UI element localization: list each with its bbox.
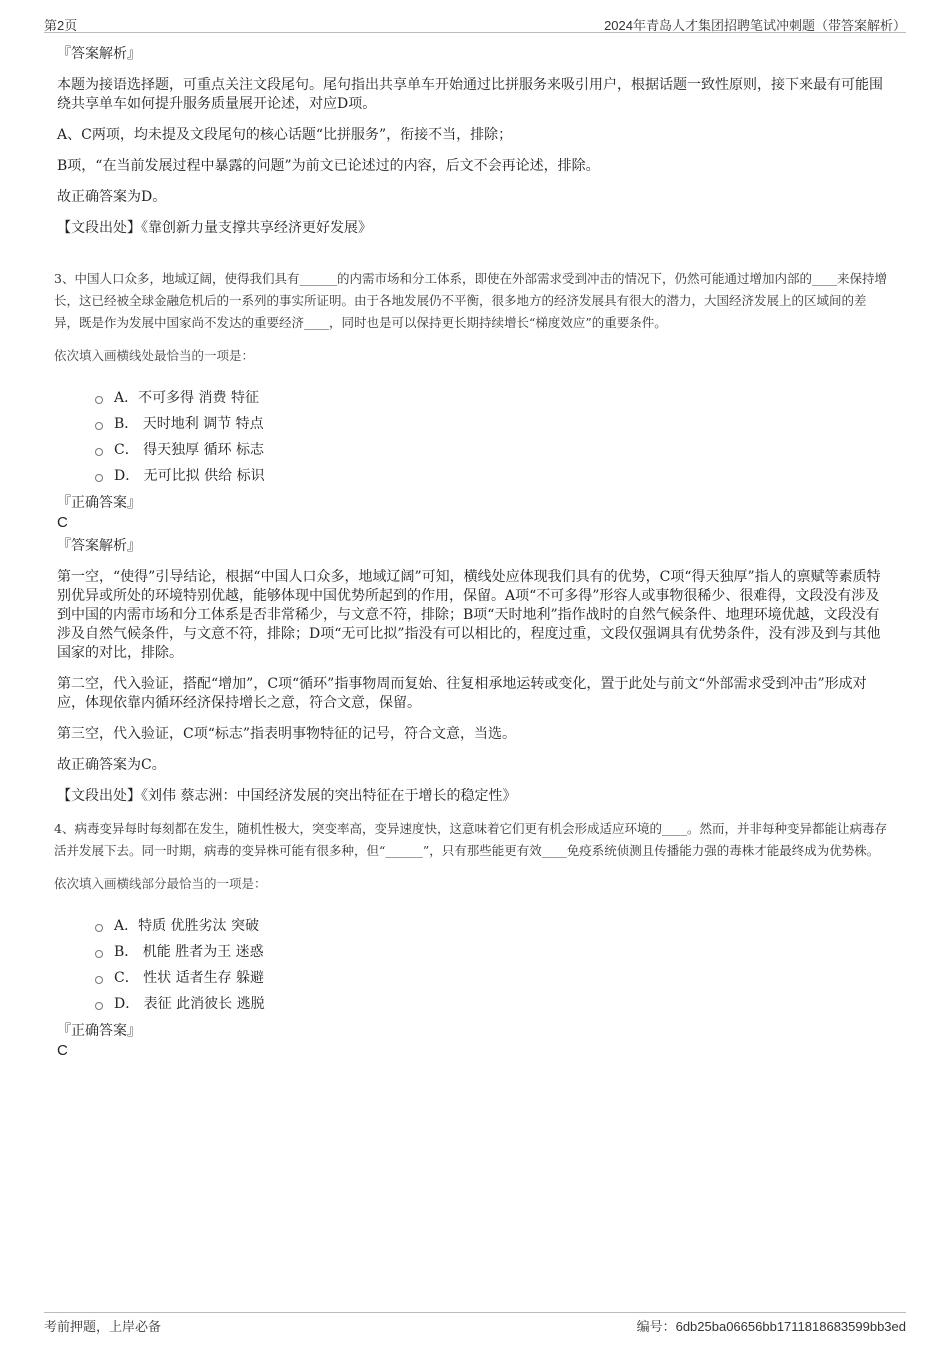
q3-analysis-paragraph: 第三空，代入验证，C项“标志”指表明事物特征的记号，符合文意，当选。 — [57, 726, 517, 742]
radio-icon[interactable] — [95, 950, 103, 958]
footer-slogan: 考前押题，上岸必备 — [44, 1319, 162, 1334]
q4-option-a[interactable] — [95, 912, 889, 938]
q3-analysis-label: 『答案解析』 — [57, 538, 141, 554]
radio-icon[interactable] — [95, 976, 103, 984]
q4-question-text: 4、病毒变异每时每刻都在发生，随机性极大，突变率高，变异速度快，这意味着它们更有机会形成适应环境的____。然而，并非每种变异都能让病毒存活并发展下去。同一时期，病毒的变异株可能有很多种，但“______”，只有那些能更有效____免疫系统侦测且传播能力强的毒株才能最终成为优势株。 — [54, 821, 887, 858]
document-title: 2024年青岛人才集团招聘笔试冲刺题（带答案解析） — [604, 18, 906, 33]
q2-analysis-paragraph: B项，“在当前发展过程中暴露的问题”为前文已论述过的内容，后文不会再论述，排除。 — [57, 158, 600, 174]
document-body — [54, 44, 889, 1064]
option-label: B． 机能 胜者为王 迷惑 — [114, 944, 264, 960]
q3-source: 【文段出处】《刘伟 蔡志洲：中国经济发展的突出特征在于增长的稳定性》 — [57, 788, 517, 804]
option-label: D． 表征 此消彼长 逃脱 — [114, 996, 265, 1012]
q3-option-d[interactable] — [95, 462, 889, 488]
q3-prompt: 依次填入画横线处最恰当的一项是： — [54, 348, 255, 363]
q3-answer-value: C — [57, 514, 68, 531]
option-label: D． 无可比拟 供给 标识 — [114, 468, 265, 484]
option-label: C． 性状 适者生存 躲避 — [114, 970, 265, 986]
q3-option-a[interactable] — [95, 384, 889, 410]
q2-source: 【文段出处】《靠创新力量支撑共享经济更好发展》 — [57, 220, 372, 236]
page-header — [44, 12, 906, 33]
q3-answer-label: 『正确答案』 — [57, 495, 141, 511]
option-label: A．特质 优胜劣汰 突破 — [114, 918, 260, 934]
document-code — [637, 1316, 906, 1335]
q2-analysis-paragraph: 本题为接语选择题，可重点关注文段尾句。尾句指出共享单车开始通过比拼服务来吸引用户，根据话题一致性原则，接下来最有可能围绕共享单车如何提升服务质量展开论述，对应D项。 — [57, 77, 883, 112]
radio-icon[interactable] — [95, 396, 103, 404]
radio-icon[interactable] — [95, 924, 103, 932]
q3-analysis-paragraph: 第一空，“使得”引导结论，根据“中国人口众多，地域辽阔”可知，横线处应体现我们具有的优势，C项“得天独厚”指人的禀赋等素质特别优异或所处的环境特别优越，能够体现中国优势所起到的作用，保留。A项“不可多得”形容人或事物很稀少、很难得，文段没有涉及到中国的内需市场和分工体系是否非常稀少，与文意不符，排除；B项“天时地利”指作战时的自然气候条件、地理环境优越，文段没有涉及自然气候条件，与文意不符，排除；D项“无可比拟”指没有可以相比的，程度过重，文段仅强调具有优势条件，没有涉及到与其他国家的对比，排除。 — [57, 569, 881, 661]
q4-options — [95, 912, 889, 1016]
code-value: 6db25ba06656bb1711818683599bb3ed — [675, 1319, 906, 1334]
q4-answer-label: 『正确答案』 — [57, 1023, 141, 1039]
q4-option-d[interactable] — [95, 990, 889, 1016]
q3-analysis-paragraph: 第二空，代入验证，搭配“增加”，C项“循环”指事物周而复始、往复相承地运转或变化，置于此处与前文“外部需求受到冲击”形成对应，体现依靠内循环经济保持增长之意，符合文意，保留。 — [57, 676, 867, 711]
page-footer — [44, 1312, 906, 1333]
q4-option-c[interactable] — [95, 964, 889, 990]
q3-analysis-paragraph: 故正确答案为C。 — [57, 757, 166, 773]
code-label: 编号： — [636, 1319, 676, 1334]
radio-icon[interactable] — [95, 422, 103, 430]
page-number: 第2页 — [44, 18, 78, 33]
option-label: B． 天时地利 调节 特点 — [114, 416, 264, 432]
question-3 — [54, 268, 889, 806]
q3-option-c[interactable] — [95, 436, 889, 462]
q3-option-b[interactable] — [95, 410, 889, 436]
q2-analysis-label: 『答案解析』 — [57, 46, 141, 62]
q2-analysis-section — [57, 44, 889, 238]
q4-prompt: 依次填入画横线部分最恰当的一项是： — [54, 876, 267, 891]
radio-icon[interactable] — [95, 474, 103, 482]
q4-option-b[interactable] — [95, 938, 889, 964]
q3-options — [95, 384, 889, 488]
option-label: A．不可多得 消费 特征 — [114, 390, 260, 406]
q4-answer-value: C — [57, 1042, 68, 1059]
q2-analysis-paragraph: 故正确答案为D。 — [57, 189, 167, 205]
radio-icon[interactable] — [95, 1002, 103, 1010]
radio-icon[interactable] — [95, 448, 103, 456]
question-4 — [54, 818, 889, 1060]
option-label: C． 得天独厚 循环 标志 — [114, 442, 265, 458]
q3-question-text: 3、中国人口众多，地域辽阔，使得我们具有______的内需市场和分工体系，即使在外部需求受到冲击的情况下，仍然可能通过增加内部的____来保持增长，这已经被全球金融危机后的一系列的事实所证明。由于各地发展仍不平衡，很多地方的经济发展具有很大的潜力，大国经济发展上的区域间的差异，既是作为发展中国家尚不发达的重要经济____，同时也是可以保持更长期持续增长“梯度效应”的重要条件。 — [54, 271, 887, 330]
q2-analysis-paragraph: A、C两项，均未提及文段尾句的核心话题“比拼服务”，衔接不当，排除； — [57, 127, 513, 143]
